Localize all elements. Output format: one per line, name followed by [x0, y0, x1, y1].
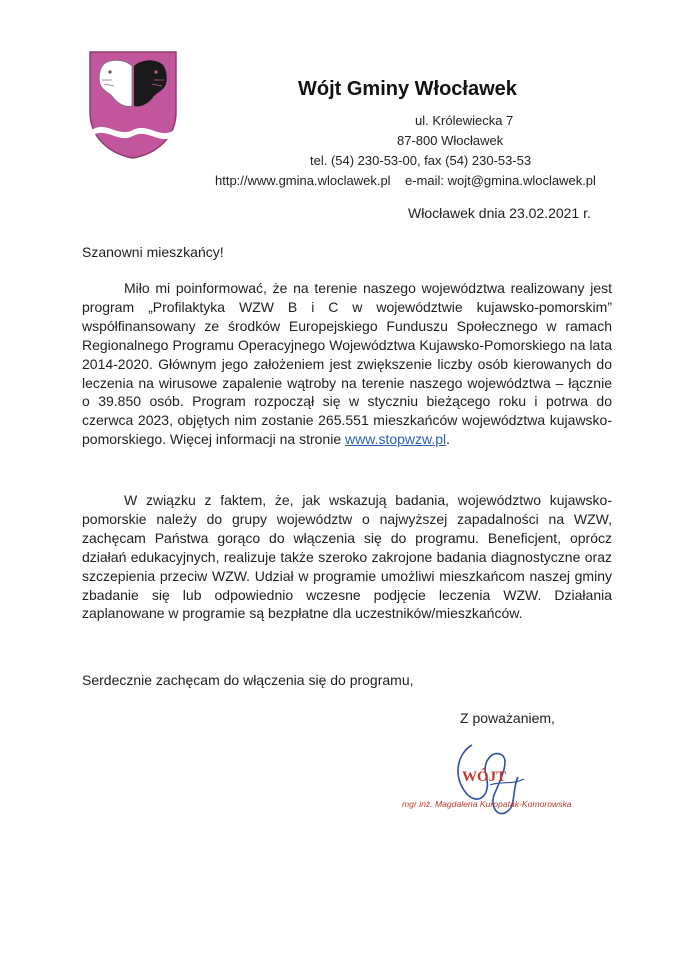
letter-regards: Z poważaniem,	[460, 710, 555, 726]
letter-date: Włocławek dnia 23.02.2021 r.	[408, 205, 591, 221]
letter-paragraph-2: W związku z faktem, że, jak wskazują badania, województwo kujawsko-pomorskie należy do grupy województw o najwyższej zapadalności na WZW, zachęcam Państwa gorąco do włączenia się do programu. Beneficjent, oprócz działań edukacyjnych, realizuje także szeroko zakrojone badania diagnostyczne oraz szczepienia przeciw WZW. Udział w programie umożliwi mieszkańcom naszej gminy zbadanie się lub odpowiednio wczesne podjęcie leczenia WZW. Działania zaplanowane w programie są bezpłatne dla uczestników/mieszkańców.	[82, 492, 612, 622]
letterhead-website-link[interactable]: http://www.gmina.wloclawek.pl	[215, 173, 391, 188]
letter-salutation: Szanowni mieszkańcy!	[82, 244, 224, 260]
letterhead-phones: tel. (54) 230-53-00, fax (54) 230-53-53	[310, 153, 532, 168]
signature-stamp	[400, 735, 600, 830]
stamp-title: WÓJT	[462, 769, 507, 785]
letterhead-title: Wójt Gminy Włocławek	[298, 78, 517, 100]
letterhead-street: ul. Królewiecka 7	[415, 113, 514, 128]
letter-paragraph-1	[82, 279, 612, 449]
coat-of-arms-icon	[88, 50, 178, 160]
letter-closing: Serdecznie zachęcam do włączenia się do programu,	[82, 672, 414, 688]
letterhead-email[interactable]: e-mail: wojt@gmina.wloclawek.pl	[405, 173, 596, 188]
letterhead-city: 87-800 Włocławek	[397, 133, 504, 148]
stamp-name: mgr inż. Magdalena Kuropatak-Komorowska	[402, 799, 572, 809]
stopwzw-link[interactable]: www.stopwzw.pl	[345, 431, 447, 448]
paragraph-1-text: Miło mi poinformować, że na terenie naszego województwa realizowany jest program „Profilaktyka WZW B i C w województwie kujawsko-pomorskim” współfinansowany ze środków Europejskiego Funduszu Społecznego w ramach Regionalnego Programu Operacyjnego Województwa Kujawsko-Pomorskiego na lata 2014-2020. Głównym jego założeniem jest zwiększenie liczby osób kierowanych do leczenia na wirusowe zapalenie wątroby na terenie naszego województwa – łącznie o 39.850 osób. Program rozpoczął się w styczniu bieżącego roku i potrwa do czerwca 2023, objętych nim zostanie 265.551 mieszkańców województwa kujawsko-pomorskiego. Więcej informacji na stronie	[82, 280, 612, 448]
paragraph-1-end: .	[446, 431, 451, 448]
